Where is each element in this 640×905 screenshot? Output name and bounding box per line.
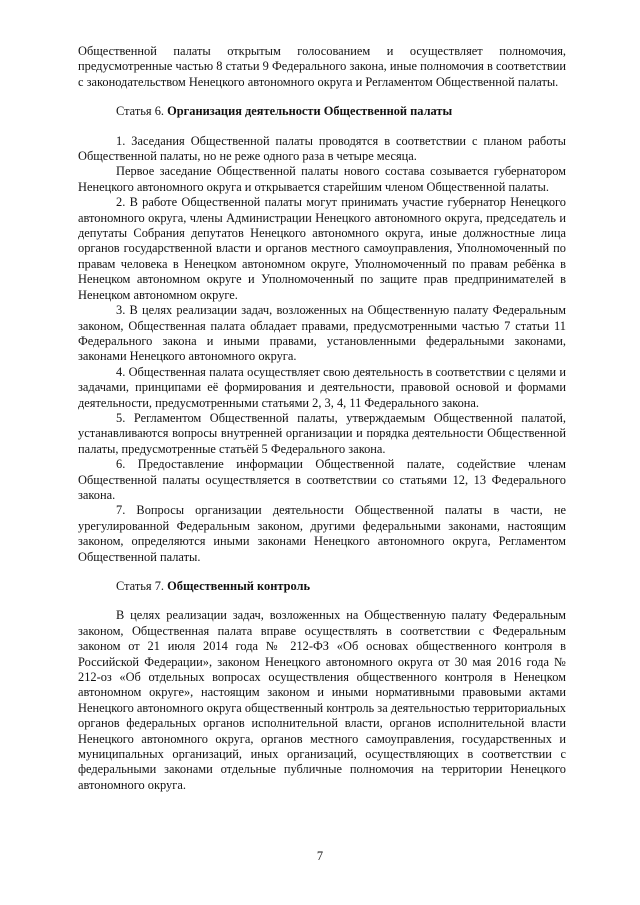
article-7-title: Общественный контроль — [167, 579, 311, 593]
article-6-paragraph: 4. Общественная палата осуществляет свою деятельность в соответствии с целями и задачами, принципами её формирования и деятельности, правовой основой и формами деятельности, предусмотренными статьями 2, 3, 4, 11 Федерального закона. — [78, 364, 566, 410]
article-6-title: Организация деятельности Общественной палаты — [167, 104, 453, 119]
intro-paragraph: Общественной палаты открытым голосованием и осуществляет полномочия, предусмотренные частью 8 статьи 9 Федерального закона, иные полномочия в соответствии с законодательством Ненецкого автономного округа и Регламентом Общественной палаты. — [78, 44, 566, 89]
document-body — [78, 44, 566, 793]
article-6-paragraph: 5. Регламентом Общественной палаты, утверждаемым Общественной палатой, устанавливаются вопросы внутренней организации и порядка деятельности Общественной палаты, предусмотренные статьёй 5 Федерального закона. — [78, 410, 566, 456]
article-6-heading — [78, 104, 566, 119]
article-6-prefix: Статья 6. — [116, 104, 165, 119]
article-6-paragraph: 2. В работе Общественной палаты могут принимать участие губернатор Ненецкого автономного округа, члены Администрации Ненецкого автономного округа, председатель и депутаты Собрания депутатов Ненецкого автономного округа, иные должностные лица органов государственной власти и органов местного самоуправления, Уполномоченный по правам человека в Ненецком автономном округе, Уполномоченный по правам ребёнка в Ненецком автономном округе и Уполномоченный по защите прав предпринимателей в Ненецком автономном округе. — [78, 195, 566, 302]
page-number: 7 — [316, 849, 324, 863]
article-7-paragraph: В целях реализации задач, возложенных на Общественную палату Федеральным законом, Общественная палата вправе осуществлять в соответствии с Федеральным законом от 21 июля 2014 года № 212-ФЗ «Об основах общественного контроля в Российской Федерации», законом Ненецкого автономного округа от 30 мая 2016 года № 212-оз «Об отдельных вопросах осуществления общественного контроля в Ненецком автономном округе», настоящим законом и иными нормативными правовыми актами Ненецкого автономного округа общественный контроль за деятельностью территориальных органов федеральных органов исполнительной власти, органов исполнительной власти Ненецкого автономного округа, органов местного самоуправления, государственных и муниципальных организаций, иных организаций, осуществляющих в соответствии с федеральными законами отдельные публичные полномочия на территории Ненецкого автономного округа. — [78, 608, 566, 792]
article-6-paragraph: 6. Предоставление информации Общественной палате, содействие членам Общественной палаты осуществляется в соответствии со статьями 12, 13 Федерального закона. — [78, 457, 566, 502]
article-6-paragraph: 3. В целях реализации задач, возложенных на Общественную палату Федеральным законом, Общественная палата обладает правами, предусмотренными частью 7 статьи 11 Федерального закона и иными правами, установленными федеральными законами, законами Ненецкого автономного округа. — [78, 303, 566, 364]
article-6-paragraph: 7. Вопросы организации деятельности Общественной палаты в части, не урегулированной Федеральным законом, другими федеральными законами, настоящим законом, определяются иными законами Ненецкого автономного округа, Регламентом Общественной палаты. — [78, 503, 566, 564]
article-7-heading — [78, 579, 566, 594]
article-6-paragraph: 1. Заседания Общественной палаты проводятся в соответствии с планом работы Общественной палаты, но не реже одного раза в четыре месяца. — [78, 133, 566, 164]
article-7-prefix: Статья 7. — [116, 579, 165, 593]
article-6-paragraph: Первое заседание Общественной палаты нового состава созывается губернатором Ненецкого автономного округа и открывается старейшим членом Общественной палаты. — [78, 164, 566, 194]
